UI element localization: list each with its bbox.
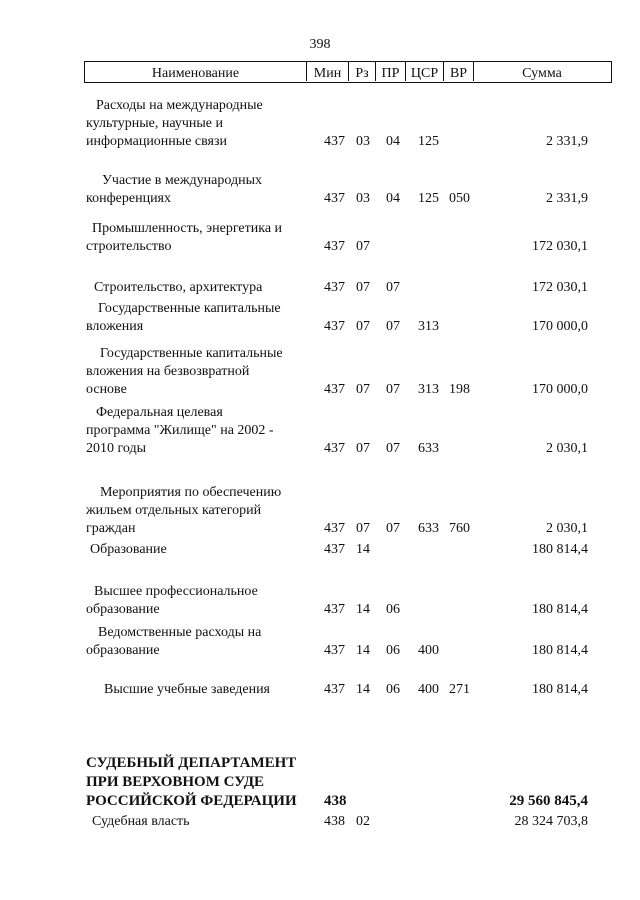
row-name: Государственные капитальные вложения — [86, 301, 281, 334]
header-sum: Сумма — [522, 66, 562, 81]
row-csr: 400 — [418, 682, 439, 697]
row-name: Строительство, архитектура — [94, 280, 263, 295]
department-name: СУДЕБНЫЙ ДЕПАРТАМЕНТ ПРИ ВЕРХОВНОМ СУДЕ РОССИЙСКОЙ ФЕДЕРАЦИИ — [86, 755, 297, 809]
row-min: 437 — [324, 682, 345, 697]
row-vr: 198 — [449, 382, 470, 397]
row-pr: 06 — [386, 682, 400, 697]
row-name: Промышленность, энергетика и строительство — [86, 221, 283, 254]
row-sum: 180 814,4 — [532, 643, 588, 658]
row-sum: 180 814,4 — [532, 682, 588, 697]
row-csr: 633 — [418, 521, 439, 536]
row-pr: 04 — [386, 191, 400, 206]
row-min: 437 — [324, 441, 345, 456]
row-min: 437 — [324, 280, 345, 295]
row-min: 438 — [324, 793, 347, 809]
row-rz: 03 — [356, 191, 370, 206]
row-csr: 313 — [418, 319, 439, 334]
row-rz: 14 — [356, 682, 370, 697]
row-name: Расходы на международные культурные, научные и информационные связи — [86, 98, 263, 149]
row-sum: 28 324 703,8 — [514, 814, 588, 829]
row-rz: 07 — [356, 319, 370, 334]
row-name: Государственные капитальные вложения на безвозвратной основе — [86, 346, 283, 397]
row-name: Участие в международных конференциях — [86, 173, 263, 206]
header-rz: Рз — [349, 62, 376, 81]
row-name: Образование — [90, 542, 167, 557]
row-pr: 07 — [386, 441, 400, 456]
row-min: 437 — [324, 542, 345, 557]
row-sum: 172 030,1 — [532, 239, 588, 254]
row-rz: 07 — [356, 280, 370, 295]
row-name: Судебная власть — [92, 814, 190, 829]
row-min: 437 — [324, 521, 345, 536]
row-min: 437 — [324, 239, 345, 254]
row-pr: 06 — [386, 602, 400, 617]
row-csr: 313 — [418, 382, 439, 397]
row-sum: 172 030,1 — [532, 280, 588, 295]
header-vr: ВР — [444, 62, 474, 81]
row-min: 438 — [324, 814, 345, 829]
row-csr: 633 — [418, 441, 439, 456]
row-pr: 07 — [386, 280, 400, 295]
row-min: 437 — [324, 382, 345, 397]
row-min: 437 — [324, 602, 345, 617]
header-name: Наименование — [85, 62, 307, 81]
row-sum: 180 814,4 — [532, 542, 588, 557]
row-rz: 07 — [356, 239, 370, 254]
row-sum: 2 331,9 — [546, 134, 588, 149]
row-rz: 14 — [356, 542, 370, 557]
row-name: Мероприятия по обеспечению жильем отдельных категорий граждан — [86, 485, 282, 536]
row-rz: 02 — [356, 814, 370, 829]
row-rz: 14 — [356, 602, 370, 617]
row-csr: 125 — [418, 134, 439, 149]
row-name: Федеральная целевая программа "Жилище" на 2002 - 2010 годы — [86, 405, 274, 456]
row-sum: 170 000,0 — [532, 319, 588, 334]
row-pr: 07 — [386, 319, 400, 334]
row-sum: 180 814,4 — [532, 602, 588, 617]
header-pr: ПР — [376, 62, 406, 81]
row-min: 437 — [324, 643, 345, 658]
row-pr: 07 — [386, 382, 400, 397]
row-sum: 2 030,1 — [546, 521, 588, 536]
page-number: 398 — [309, 37, 331, 52]
row-vr: 271 — [449, 682, 470, 697]
row-pr: 06 — [386, 643, 400, 658]
row-csr: 125 — [418, 191, 439, 206]
row-rz: 07 — [356, 441, 370, 456]
row-pr: 07 — [386, 521, 400, 536]
row-name: Высшее профессиональное образование — [86, 584, 258, 617]
row-pr: 04 — [386, 134, 400, 149]
row-min: 437 — [324, 319, 345, 334]
row-sum: 170 000,0 — [532, 382, 588, 397]
row-min: 437 — [324, 191, 345, 206]
row-sum: 2 331,9 — [546, 191, 588, 206]
row-rz: 07 — [356, 382, 370, 397]
header-csr: ЦСР — [406, 62, 444, 81]
row-vr: 050 — [449, 191, 470, 206]
row-sum: 29 560 845,4 — [509, 793, 588, 809]
row-vr: 760 — [449, 521, 470, 536]
row-csr: 400 — [418, 643, 439, 658]
header-min: Мин — [307, 62, 349, 81]
table-header — [84, 61, 612, 83]
row-name: Ведомственные расходы на образование — [86, 625, 262, 658]
row-min: 437 — [324, 134, 345, 149]
row-name: Высшие учебные заведения — [104, 682, 270, 697]
row-rz: 07 — [356, 521, 370, 536]
row-rz: 14 — [356, 643, 370, 658]
row-sum: 2 030,1 — [546, 441, 588, 456]
row-rz: 03 — [356, 134, 370, 149]
